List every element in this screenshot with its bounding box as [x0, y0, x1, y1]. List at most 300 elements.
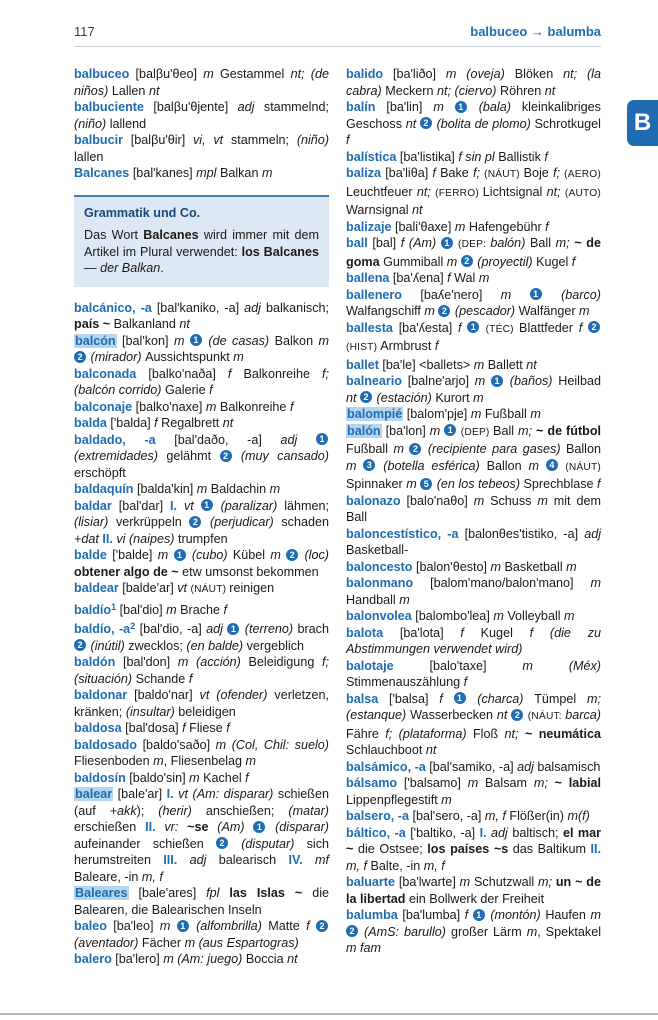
headword: balneario	[346, 374, 408, 388]
entry-text: (en los tebeos)	[433, 477, 524, 491]
entry-text: <ballets>	[419, 357, 474, 372]
entry-text: der Balkan	[100, 261, 161, 275]
entry-text: f	[226, 721, 230, 735]
entry-text: erschießen	[74, 820, 146, 834]
entry-text: m	[467, 776, 486, 790]
entry-text: (inútil)	[87, 638, 129, 653]
entry-text: m	[470, 407, 485, 421]
headword: balín	[346, 100, 387, 114]
entry-text: m	[153, 754, 164, 768]
entry-text: lallend	[109, 116, 147, 131]
entry-text: (NÁUT:	[524, 711, 566, 722]
headword: balompié	[347, 407, 403, 421]
dictionary-entry	[346, 691, 601, 759]
entry-text: Basketball-	[346, 543, 409, 557]
sense-number-badge: 2	[409, 443, 421, 455]
entry-text: Gestammel	[219, 67, 291, 81]
entry-text: f;	[472, 166, 485, 180]
entry-text: Balkan	[219, 166, 262, 180]
phonetics: ['baltiko, -a]	[410, 825, 480, 840]
entry-text: Fußball	[484, 407, 531, 421]
phonetics: [balda'kin]	[136, 482, 197, 496]
entry-text: m	[159, 919, 177, 933]
phonetics: [ba'lota]	[399, 625, 461, 640]
entry-text: vr:	[164, 820, 188, 834]
entry-text: Baleare, -in	[74, 869, 142, 884]
roman-numeral: I.	[170, 498, 184, 513]
left-column	[74, 66, 329, 968]
sense-number-badge: 2	[189, 516, 201, 528]
entry-text: m fam	[346, 941, 381, 955]
entry-text: adj	[189, 853, 219, 867]
roman-numeral: II.	[590, 842, 602, 856]
dictionary-entry	[346, 235, 601, 270]
entry-text: (aventador)	[74, 935, 142, 950]
entry-text: +dat	[74, 531, 103, 546]
entry-text: die Balearen, die Balearischen Inseln	[74, 886, 329, 917]
dictionary-entry	[346, 625, 601, 658]
entry-text: (baños)	[504, 374, 559, 388]
entry-text: adj	[244, 300, 266, 315]
entry-text: m	[433, 100, 455, 114]
entry-text: vi (naipes)	[116, 531, 178, 546]
phonetics: [ba'listika]	[399, 149, 459, 164]
entry-text: Schrotkugel	[534, 116, 601, 131]
phonetics: [ba'lin]	[386, 100, 434, 114]
entry-text: Balkonreihe	[243, 366, 323, 381]
entry-text: Schutzwall	[474, 875, 539, 889]
entry-text: nt	[148, 83, 160, 98]
dictionary-entry	[346, 825, 601, 875]
entry-text: mf	[315, 853, 330, 867]
entry-text: adj	[517, 759, 538, 774]
entry-text: ein Bollwerk der Freiheit	[409, 891, 545, 906]
entry-text: m	[474, 374, 492, 388]
entry-text: Haufen	[545, 908, 591, 922]
entry-text: , Fliesenbelag	[163, 754, 246, 768]
headword: bálsamo	[346, 776, 404, 790]
headword: báltico, -a	[346, 825, 411, 840]
entry-text: m	[537, 493, 554, 508]
sense-number-badge: 5	[420, 478, 432, 490]
phonetics: [bal]	[372, 236, 401, 250]
entry-text: verletzen, kränken;	[74, 688, 329, 719]
dictionary-entry	[74, 366, 329, 399]
entry-text: nt;	[504, 726, 525, 741]
phonetics: [bal'kon]	[122, 333, 174, 348]
entry-text: Ballon	[565, 442, 601, 456]
entry-text: el mar ~	[346, 825, 602, 856]
entry-text: m	[500, 287, 530, 302]
phonetics: [bal'daðo, -a]	[174, 432, 281, 447]
entry-text: país ~	[74, 317, 114, 331]
dictionary-entry	[346, 219, 601, 236]
dictionary-entry	[346, 559, 601, 576]
entry-text: Stimmenauszählung	[346, 675, 464, 689]
entry-text: f	[227, 366, 244, 381]
headword: Balcanes	[74, 166, 133, 180]
entry-text: (perjudicar)	[202, 515, 282, 529]
entry-text: m	[196, 482, 211, 496]
entry-text: Schande	[135, 671, 189, 686]
entry-text: f; (plataforma)	[385, 726, 473, 741]
entry-text: nt; (ciervo)	[437, 83, 500, 98]
entry-text: m	[528, 458, 546, 473]
entry-text: (FERRO)	[435, 187, 483, 199]
entry-text: (niño)	[296, 133, 330, 147]
entry-text: m	[203, 67, 220, 81]
entry-text: vt (ofender)	[199, 688, 275, 702]
dictionary-entry	[74, 720, 329, 737]
entry-text: nt	[544, 83, 556, 98]
entry-text: Kugel	[536, 254, 572, 269]
entry-text: nt	[412, 203, 423, 217]
entry-text: f	[571, 254, 576, 269]
entry-text: schießen (auf	[74, 787, 329, 818]
entry-text: Sprechblase	[523, 477, 598, 491]
dictionary-entry	[74, 498, 329, 548]
entry-text: sich herumstreiten	[74, 836, 329, 867]
page-header	[74, 0, 601, 39]
entry-text: f	[209, 383, 213, 397]
entry-text: (paralizar)	[213, 498, 285, 513]
entry-text: trumpfen	[177, 531, 228, 546]
entry-text: m (oveja)	[445, 67, 515, 81]
entry-text: mit dem Ball	[346, 493, 601, 524]
dictionary-entry	[346, 608, 601, 625]
entry-text: f	[245, 770, 249, 785]
phonetics: [bale'ares]	[138, 886, 207, 900]
entry-text: m	[424, 304, 439, 318]
phonetics: [balo'taxe]	[429, 658, 523, 673]
page-content	[74, 0, 601, 968]
headword: balear	[75, 787, 113, 801]
entry-text: Fliese	[189, 721, 227, 735]
phonetics: [bal'sero, -a]	[412, 809, 485, 823]
entry-text: m	[261, 166, 273, 180]
entry-text: (botella esférica)	[376, 458, 487, 473]
sense-number-badge: 1	[190, 334, 202, 346]
phonetics: [balko'naða]	[148, 366, 228, 381]
headword: balconaje	[74, 399, 136, 414]
entry-text: f	[460, 625, 481, 640]
headword: balido	[346, 67, 393, 81]
entry-text: Armbrust	[380, 339, 435, 353]
entry-text: m; (estanque)	[346, 691, 601, 722]
entry-text: f	[545, 219, 549, 234]
entry-text: m	[245, 754, 257, 768]
entry-text: verkrüppeln	[115, 515, 190, 529]
entry-text: m	[490, 559, 505, 574]
dictionary-entry	[346, 99, 601, 149]
headword: balbucir	[74, 133, 131, 147]
entry-text: Regalbrett	[161, 416, 223, 430]
entry-text: Balkonreihe	[219, 399, 290, 414]
phonetics: [ba'liθa]	[385, 166, 433, 180]
phonetics: [baʎe'nero]	[420, 287, 501, 302]
entry-text: Kübel	[232, 548, 271, 562]
entry-text: (AERO)	[564, 169, 602, 180]
phonetics: ['balsamo]	[403, 776, 468, 790]
headword: baldón	[74, 655, 123, 669]
entry-text: die Ostsee;	[357, 842, 428, 856]
dictionary-entry	[346, 526, 601, 559]
entry-text: das Baltikum	[512, 842, 591, 856]
entry-text: zwecklos;	[128, 638, 187, 653]
entry-text: Fähre	[346, 726, 386, 741]
headword: balonmano	[346, 576, 431, 590]
entry-text: f (Am)	[400, 236, 441, 250]
headword: baldosado	[74, 737, 143, 752]
entry-text: m	[473, 390, 484, 405]
sense-number-badge: 1	[473, 909, 485, 921]
sense-number-badge: 2	[286, 549, 298, 561]
entry-text: , Spektakel	[537, 924, 601, 939]
dictionary-entry	[346, 406, 601, 423]
entry-text: Lallen	[111, 83, 149, 98]
entry-text: m (Méx)	[522, 658, 601, 673]
grammar-box	[74, 195, 329, 287]
entry-text: m	[473, 493, 491, 508]
dictionary-entry	[74, 481, 329, 498]
entry-text: los Balcanes	[241, 244, 319, 259]
phonetics: [bal'don]	[122, 655, 178, 669]
entry-text: balón)	[490, 236, 531, 250]
phonetics: ['balda]	[110, 416, 155, 430]
entry-text: m	[530, 407, 541, 421]
entry-text: m	[526, 924, 538, 939]
entry-text: m	[157, 548, 174, 562]
phonetics: [balne'arjo]	[407, 374, 475, 388]
entry-text: .	[160, 261, 164, 275]
entry-text: Wal	[454, 271, 479, 285]
entry-text: m	[346, 458, 364, 473]
entry-text: Lichtsignal	[482, 184, 547, 199]
sense-number-badge: 1	[174, 549, 186, 561]
phonetics: [ba'lero]	[115, 952, 164, 966]
entry-text: balearisch	[218, 853, 289, 867]
sense-number-badge: 1	[530, 288, 542, 300]
entry-text: (DEP)	[457, 426, 494, 438]
entry-text: Balsam	[485, 776, 534, 790]
phonetics: [bal'kanes]	[132, 166, 197, 180]
dictionary-entry	[74, 599, 329, 619]
headword: balcón	[75, 333, 116, 348]
entry-text: Tümpel	[534, 691, 587, 706]
roman-numeral: II.	[102, 531, 117, 546]
entry-text: (niño)	[74, 116, 110, 131]
entry-text: Lippenpflegestift	[346, 792, 442, 807]
entry-text: ~ de fútbol	[536, 423, 602, 438]
entry-text: Leuchtfeuer	[346, 184, 417, 199]
entry-text: m	[269, 482, 281, 496]
columns	[74, 66, 601, 968]
entry-text: f	[457, 320, 468, 335]
phonetics: [bale'ar]	[117, 787, 167, 801]
entry-text: ~se	[187, 820, 218, 834]
entry-text: Boccia	[245, 952, 288, 966]
dictionary-entry	[74, 951, 329, 968]
entry-text: m	[441, 792, 452, 807]
phonetics: [bal'dio]	[116, 602, 167, 617]
entry-text: Balkanland	[113, 317, 180, 331]
entry-text: (en balde)	[186, 638, 247, 653]
headword: balizaje	[346, 219, 395, 234]
dictionary-entry	[74, 687, 329, 720]
dictionary-entry	[74, 415, 329, 432]
phonetics: [balom'mano/balon'mano]	[430, 576, 591, 590]
headword: balonazo	[346, 493, 407, 508]
phonetics: [baldo'sin]	[129, 770, 190, 785]
phonetics: [bal'dio, -a]	[135, 622, 207, 636]
entry-text: m	[493, 609, 508, 623]
phonetics: [balonθes'tistiko, -a]	[464, 526, 585, 541]
entry-text: vi, vt	[193, 133, 231, 147]
entry-text: Balte, -in	[370, 858, 424, 873]
entry-text: nt	[405, 116, 420, 131]
headword: ball	[346, 236, 373, 250]
dictionary-entry	[74, 918, 329, 951]
entry-text: (barco)	[542, 287, 601, 302]
entry-text: nt;	[546, 184, 565, 199]
entry-text: m (Am: juego)	[163, 952, 246, 966]
entry-text: nt	[526, 357, 537, 372]
sense-number-badge: 1	[454, 692, 466, 704]
phonetics: [balβu'θjente]	[153, 100, 238, 114]
phonetics: [balo'naθo]	[406, 493, 474, 508]
entry-text: Aussichtspunkt	[145, 350, 234, 364]
entry-text: aufeinander schießen	[74, 836, 217, 851]
roman-numeral: III.	[163, 853, 190, 867]
sense-number-badge: 2	[316, 920, 328, 932]
entry-text: nt	[346, 390, 361, 405]
entry-text: f; (situación)	[74, 655, 329, 686]
headword: balonvolea	[346, 609, 416, 623]
entry-text: (disputar)	[229, 836, 307, 851]
entry-text: f	[447, 271, 455, 285]
entry-text: etw umsonst bekommen	[182, 564, 319, 579]
entry-text: Schlauchboot	[346, 743, 426, 757]
entry-text: f	[597, 477, 601, 491]
entry-text: (de casas)	[202, 333, 275, 348]
entry-text: f	[544, 149, 548, 164]
page-bottom-edge	[0, 1013, 658, 1015]
entry-text: f	[463, 675, 468, 689]
entry-text: (insultar)	[125, 704, 179, 719]
entry-text: nt	[425, 743, 437, 757]
entry-text: vergeblich	[246, 638, 305, 653]
phonetics: [bal'dosa]	[125, 721, 183, 735]
headword-range: balbuceo → balumba	[470, 24, 601, 39]
entry-text: reinigen	[229, 581, 275, 595]
entry-text: Wasserbecken	[410, 708, 497, 722]
entry-text: Boje	[523, 166, 553, 180]
entry-text: Brache	[180, 602, 224, 617]
dictionary-entry	[346, 270, 601, 287]
sense-number-badge: 2	[461, 255, 473, 267]
entry-text: Volleyball	[507, 609, 565, 623]
roman-numeral: II.	[145, 820, 165, 834]
entry-text: nt; (de niños)	[74, 67, 330, 98]
phonetics: [ba'ʎesta]	[398, 320, 458, 335]
roman-numeral: I.	[479, 825, 492, 840]
entry-text: anschießen;	[205, 803, 289, 818]
entry-text: nt	[222, 416, 234, 430]
entry-text: vt (Am: disparar)	[178, 787, 278, 801]
dictionary-entry	[346, 775, 601, 808]
sense-number-badge: 2	[438, 305, 450, 317]
entry-text: (Am)	[217, 820, 254, 834]
entry-text: (AUTO)	[564, 187, 601, 199]
entry-text: m, f	[141, 869, 163, 884]
entry-text: (lisiar)	[74, 515, 116, 529]
entry-text: adj	[491, 825, 513, 840]
headword: balística	[346, 149, 400, 164]
phonetics: ['balsa]	[388, 691, 440, 706]
entry-text	[129, 886, 139, 900]
sense-number-badge: 4	[546, 459, 558, 471]
sense-number-badge: 2	[74, 351, 86, 363]
entry-text: Meckern	[385, 83, 437, 98]
entry-text: balsamisch	[537, 759, 601, 774]
headword: baldío, -a	[74, 622, 131, 636]
entry-text: m	[564, 609, 575, 623]
headword: ballet	[346, 357, 383, 372]
phonetics: [ba'liðo]	[392, 67, 446, 81]
entry-text: m;	[555, 236, 575, 250]
entry-text: Warnsignal	[346, 203, 413, 217]
entry-text: m	[590, 908, 601, 922]
entry-text: Blöken	[514, 67, 564, 81]
entry-text: baltisch;	[512, 825, 563, 840]
headword: balde	[74, 548, 113, 562]
entry-text: m	[174, 333, 190, 348]
headword: balotaje	[346, 658, 430, 673]
entry-text: adj	[237, 100, 264, 114]
phonetics: [balβu'θeo]	[135, 67, 204, 81]
headword: balero	[74, 952, 116, 966]
entry-text: nt; (la cabra)	[346, 67, 601, 98]
entry-text: Ball	[530, 236, 556, 250]
entry-text: (matar)	[288, 803, 329, 818]
entry-text: (charca)	[466, 691, 535, 706]
entry-text: m	[590, 576, 601, 590]
entry-text: ~ de goma	[346, 236, 602, 269]
dictionary-entry	[346, 287, 601, 320]
entry-text: los países ~s	[427, 842, 513, 856]
entry-text: (NÁUT)	[190, 584, 230, 595]
phonetics: [balβu'θir]	[130, 133, 193, 147]
entry-text: Ball	[493, 423, 519, 438]
sense-number-badge: 1	[467, 321, 479, 333]
entry-text: erschöpft	[74, 465, 126, 480]
entry-text: m	[393, 442, 410, 456]
sense-number-badge: 1	[201, 499, 213, 511]
headword: balsámico, -a	[346, 759, 430, 774]
entry-text: +akk	[109, 803, 137, 818]
sense-number-badge: 2	[216, 837, 228, 849]
entry-text: (pescador)	[451, 304, 519, 318]
entry-text: (TÉC)	[480, 323, 520, 335]
entry-text: (loc)	[299, 548, 329, 562]
entry-text: (montón)	[485, 908, 546, 922]
headword: baldado, -a	[74, 432, 175, 447]
entry-text: m, f	[484, 809, 510, 823]
entry-text: (NÁUT)	[558, 461, 601, 473]
headword: balda	[74, 416, 111, 430]
entry-text: Handball	[346, 592, 400, 607]
entry-text: (bala)	[467, 100, 522, 114]
